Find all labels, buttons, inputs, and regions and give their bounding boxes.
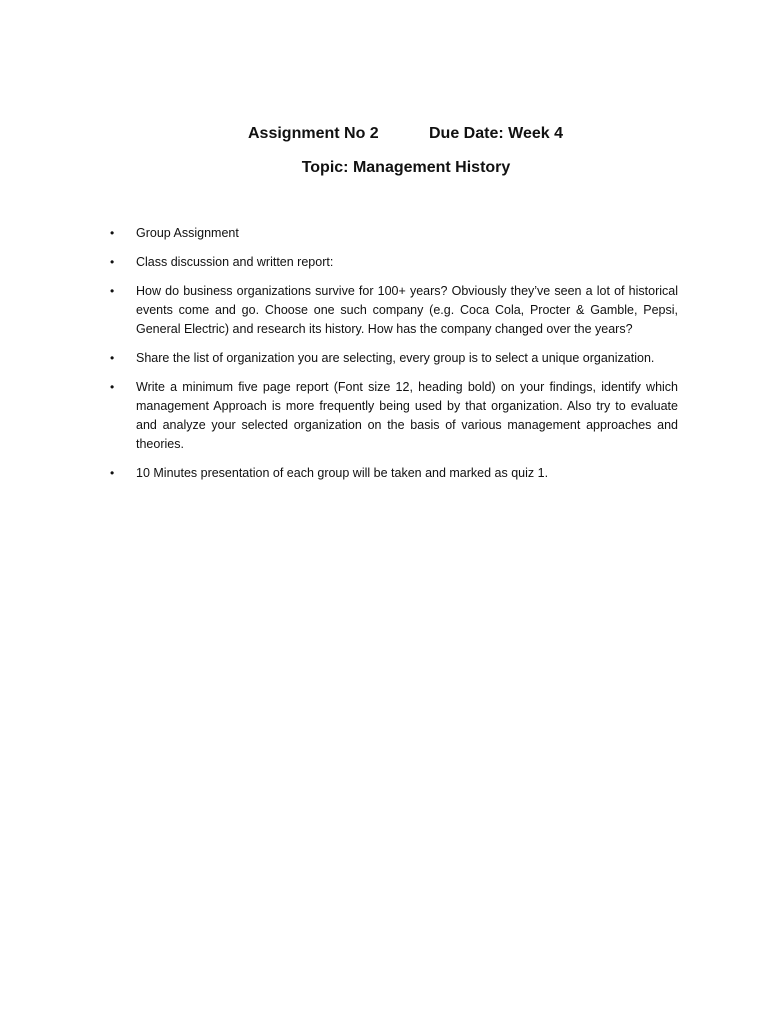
bullet-icon: • bbox=[110, 466, 115, 480]
list-item-text: Write a minimum five page report (Font size 12, heading bold) on your findings, identify which management Approach is more frequently being used by that organization. Also try to evaluate and analyze your selected organization on the basis of various management approaches and theories. bbox=[136, 380, 678, 451]
list-item bbox=[110, 349, 678, 368]
title-line bbox=[0, 123, 768, 145]
due-date: Due Date: Week 4 bbox=[429, 125, 563, 142]
topic-heading: Topic: Management History bbox=[301, 159, 511, 176]
list-item bbox=[110, 378, 678, 454]
list-item bbox=[110, 464, 678, 483]
list-item-text: Share the list of organization you are selecting, every group is to select a unique organization. bbox=[136, 351, 655, 365]
list-item bbox=[110, 224, 678, 243]
list-item-text: 10 Minutes presentation of each group will be taken and marked as quiz 1. bbox=[136, 466, 549, 480]
list-item bbox=[110, 282, 678, 339]
list-item-text: Group Assignment bbox=[136, 226, 239, 240]
assignment-title: Assignment No 2 bbox=[248, 125, 379, 142]
bullet-icon: • bbox=[110, 351, 115, 365]
bullet-icon: • bbox=[110, 284, 115, 298]
list-item-text: Class discussion and written report: bbox=[136, 255, 334, 269]
bullet-icon: • bbox=[110, 226, 115, 240]
list-item bbox=[110, 253, 678, 272]
assignment-instructions-list bbox=[110, 224, 678, 493]
bullet-icon: • bbox=[110, 255, 115, 269]
bullet-icon: • bbox=[110, 380, 115, 394]
list-item-text: How do business organizations survive for 100+ years? Obviously they’ve seen a lot of historical events come and go. Choose one such company (e.g. Coca Cola, Procter & Gamble, Pepsi, General Electric) and research its history. How has the company changed over the years? bbox=[136, 284, 678, 336]
